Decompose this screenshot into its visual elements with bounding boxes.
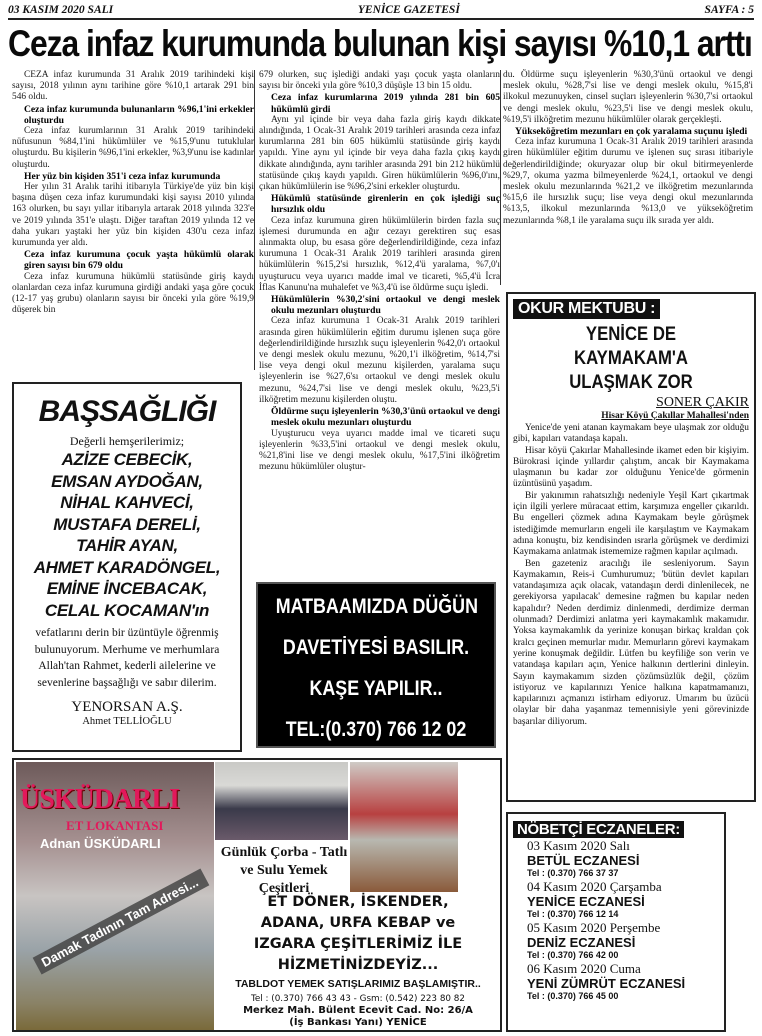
issue-date: 03 KASIM 2020 SALI bbox=[8, 4, 114, 16]
restaurant-brand: ÜSKÜDARLI bbox=[20, 784, 180, 815]
letter-title-line: ULAŞMAK ZOR bbox=[569, 372, 693, 393]
headline: Ceza infaz kurumunda bulunan kişi sayısı %10,1 arttı bbox=[8, 23, 752, 64]
print-ad-phone: TEL:(0.370) 766 12 02 bbox=[285, 718, 467, 741]
deceased-name: MUSTAFA DERELİ, bbox=[53, 514, 201, 534]
deceased-name: AZİZE CEBECİK, bbox=[61, 450, 193, 469]
restaurant-address bbox=[216, 1005, 500, 1029]
pharmacy-name: YENİ ZÜMRÜT ECZANESİ bbox=[527, 976, 686, 991]
print-ad-line: KAŞE YAPILIR.. bbox=[309, 677, 443, 700]
pharmacy-entry bbox=[513, 879, 719, 920]
pharmacy-date: 04 Kasım 2020 Çarşamba bbox=[527, 879, 662, 894]
article-column-2 bbox=[259, 70, 500, 473]
pharmacy-name: YENİCE ECZANESİ bbox=[527, 894, 645, 909]
condolence-body: vefatlarını derin bir üzüntüyle öğrenmiş bulunuyorum. Merhume ve merhumlara Allah'tan Rahmet, kederli ailelerine ve sevenlerine başsağlığı ve sabır dilerim. bbox=[34, 627, 220, 689]
condolence-person: Ahmet TELLİOĞLU bbox=[82, 716, 172, 727]
letter-title bbox=[527, 323, 735, 395]
deceased-name: EMSAN AYDOĞAN, bbox=[51, 471, 203, 491]
service-line: IZGARA ÇEŞİTLERİMİZ İLE bbox=[253, 936, 463, 952]
restaurant-phone: Tel : (0.370) 766 43 43 - Gsm: (0.542) 223 80 82 bbox=[250, 994, 465, 1004]
pharmacy-name: DENİZ ECZANESİ bbox=[527, 935, 636, 950]
article-paragraph: Her yılın 31 Aralık tarihi itibarıyla Türkiye'de yüz bin kişi başına düşen ceza infaz kurumundaki kişi sayısı 2010 yılında 163 olurken, bu sayı yıllar itibarıyla artarak 2018 yılında 323'e ve 2019 yılında 351'e ulaştı. Diğer taraftan 2019 yılında 12 ve daha yukarı yaştaki her yüz bin kişiden 430'u ceza infaz kurumunda yer aldı. bbox=[12, 182, 254, 249]
pharmacy-entry bbox=[513, 920, 719, 961]
letter-paragraph: Yenice'de yeni atanan kaymakam beye ulaşmak zor olduğu gibi, kapıları vatandaşa kapalı. bbox=[513, 423, 749, 445]
letter-paragraph: Bir yakınımın rahatsızlığı nedeniyle Yeşil Kart çıkartmak için ilgili yerlere müracaat ettim, karşımıza engeller çıkarıldı. Bu engelleri çözmek adına Kaymakam beyle görüşmek istediğimde memurların engeli ile karşılaştım ve Kaymakam adına konuştu, biz kendisinden ısrarla görüşmek ve derdimizi Kaymakama anlatmak istememize rağmen kapılar açılmadı. bbox=[513, 490, 749, 558]
print-ad-line: MATBAAMIZDA DÜĞÜN bbox=[275, 595, 478, 618]
column-divider bbox=[500, 70, 501, 285]
condolence-ad bbox=[12, 382, 242, 752]
article-subheading: Ceza infaz kurumlarına 2019 yılında 281 bin 605 hükümlü girdi bbox=[271, 92, 500, 115]
pharmacy-phone: Tel : (0.370) 766 37 37 bbox=[527, 868, 619, 878]
pharmacy-name: BETÜL ECZANESİ bbox=[527, 853, 640, 868]
pharmacy-entry bbox=[513, 838, 719, 879]
pharmacy-date: 03 Kasım 2020 Salı bbox=[527, 838, 630, 853]
pharmacy-date: 06 Kasım 2020 Cuma bbox=[527, 961, 641, 976]
pharmacy-entry bbox=[513, 961, 719, 1002]
letter-author: SONER ÇAKIR bbox=[656, 395, 749, 410]
article-paragraph: Ceza infaz kurumuna 1 Ocak-31 Aralık 2019 tarihleri arasında giren hükümlülerin eğitim durumu işlenen suça göre değerlendirildiğinde hırsızlık suçu işleyenlerin %42,0'ı ortaokul ve dengi meslek okulu mezunu, %20,1'i ilköğretim, %14,7'si lise veya dengi okul mezunu kişilerden, yaralama suçu işleyenlerin ise %27,6'sı ortaokul ve dengi meslek okulu mezunu, %24,7'si lise ve dengi meslek okulu, %23,5'i ilköğretim mezunu kişilerden oluştu. bbox=[259, 316, 500, 405]
article-paragraph: Aynı yıl içinde bir veya daha fazla giriş kaydı dikkate alındığında, 1 Ocak-31 Aralık 2019 tarihleri arasında ceza infaz kurumlarına 281 bin 605 hükümlü statüsünde giriş kaydı yapıldı. Yine aynı yıl içinde bir veya daha fazla çıkış kaydı dikkate alındığında, aynı tarihler arasında 291 bin 212 hükümlü statüsünde çıkış kaydı yapıldı. Giren hükümlülerin %96,0'ını, çıkan hükümlülerin ise %96,2'sini erkekler oluşturdu. bbox=[259, 114, 500, 193]
article-paragraph: Uyuşturucu veya uyarıcı madde imal ve ticareti suçu işleyenlerin %33,5'ini ortaokul ve dengi meslek okulu, %21,8'ini lise ve dengi meslek okulu, %17,5'ini ilköğretim mezunu hükümlüler oluştur- bbox=[259, 428, 500, 473]
letter-paragraph: Ben gazeteniz aracılığı ile sesleniyorum. Sayın Kaymakamın, Reis-i Cumhurumuz; 'bütün devlet kapıları vatandaşımıza açık olacak, vatandaşın derdi dinlenilecek, ne gerekiyorsa yapılacak' demesine rağmen bu kapılar neden kapalıdır? Neden derdimiz dinlenmedi, derdimize derman olunmadı? Derdimizi anlatma yeri kaymakamlık makamıdır. Yoksa kaymakamlık da yerinize konuşan birkaç kraldan çok kralcı geçinen memurlar mıdır. Memurların görevi kaymakam yerine konuşmak değildir. Lütfen bu keyfiliğe son verin ve vatandaşa kapıları açın, Yenice halkının dertlerini dinleyin. Sayın kaymakamım sizden çözümsüzlük değil, çözüm istiyoruz ve kapılarınızı Yenice halkına kapatmamanızı, kapılarınızı açmanızı istirham ediyoruz. Umarım bu üzücü olaylar bir daha yaşanmaz temennisiyle yeni görevinizde başarılar diliyorum. bbox=[513, 558, 749, 727]
article-column-3 bbox=[503, 70, 753, 227]
restaurant-storefront-photo bbox=[16, 762, 214, 1030]
restaurant-ad bbox=[12, 758, 502, 1032]
restaurant-staff-photo bbox=[350, 762, 458, 892]
letter-title-line: YENİCE DE KAYMAKAM'A bbox=[574, 324, 688, 369]
masthead bbox=[8, 2, 754, 20]
restaurant-brand-sub: ET LOKANTASI bbox=[66, 818, 164, 833]
reader-letter bbox=[506, 292, 756, 802]
article-paragraph: du. Öldürme suçu işleyenlerin %30,3'ünü ortaokul ve dengi meslek okulu, %28,7'si lise ve dengi meslek okulu, %15,8'i ilkokul mezunuyken, cinsel suçları işleyenlerin %30,7'si ortaokul ve dengi meslek okulu, %23,5'i lise ve dengi meslek okulu, %19,5'i ilköğretim mezunu hükümlüler olarak gerçekleşti. bbox=[503, 70, 753, 125]
deceased-name: CELAL KOCAMAN'ın bbox=[44, 600, 210, 620]
restaurant-slogan: Damak Tadının Tam Adresi... bbox=[33, 869, 210, 975]
deceased-name: EMİNE İNCEBACAK, bbox=[46, 579, 208, 598]
deceased-name: AHMET KARADÖNGEL, bbox=[33, 557, 221, 577]
restaurant-daily-menu: Günlük Çorba - Tatlı ve Sulu Yemek Çeşitleri bbox=[220, 845, 348, 896]
deceased-name: TAHİR AYAN, bbox=[76, 536, 178, 555]
print-shop-ad bbox=[256, 582, 496, 748]
article-paragraph: 679 olurken, suç işlediği andaki yaşı çocuk yaşta olanların sayısı bir önceki yıla göre %10,3 düşüşle 13 bin 15 oldu. bbox=[259, 70, 500, 92]
article-paragraph: Ceza infaz kurumuna hükümlü statüsünde giriş kaydı olanlardan ceza infaz kurumuna girdiği andaki yaşa göre çocuk (12-17 yaş grubu) olanların sayısı bir önceki yıla göre %19,9 düşerek bin bbox=[12, 271, 254, 316]
article-paragraph: Ceza infaz kurumuna 1 Ocak-31 Aralık 2019 tarihleri arasında giren hükümlüler eğitim durumu ve işlenen suç sırası itibariyle değerlendirildiğinde; okuryazar olup bir okul bitirmeyenlerde %29,7, okuma yazma bilmeyenlerde %24,1, ortaokul ve dengi meslek okulu mezunlarında %21,2 ve ilköğretim mezunlarında %15,6 ile hırsızlık suçu; lise veya dengi okul mezunlarında %13,5, ilkokul mezunlarında %13,0 ve yükseköğretim mezunlarında %8,1 ile yaralama suçu ilk sırada yer aldı. bbox=[503, 137, 753, 226]
article-paragraph: Ceza infaz kurumuna giren hükümlülerin birden fazla suç işlemesi durumunda en ağır cezayı gerektiren suç esas alınmakta olup, bu esasa göre değerlendirildiğinde, ceza infaz kurumuna 1 Ocak-31 Aralık 2019 tarihleri arasında giren hükümlülerin %15,2'si hırsızlık, %12,4'ü yaralama, %7,0'ı uyuşturucu veya uyarıcı madde imal ve ticareti, %5,4'ü İcra İflas Kanunu'na muhalefet ve %3,4'ü ise öldürme suçu işledi. bbox=[259, 215, 500, 293]
letter-author-location: Hisar Köyü Çakıllar Mahallesi'nden bbox=[601, 411, 749, 421]
restaurant-tabldot: TABLDOT YEMEK SATIŞLARIMIZ BAŞLAMIŞTIR.. bbox=[235, 978, 481, 990]
service-line: HİZMETİNİZDEYİZ... bbox=[277, 957, 439, 973]
pharmacy-date: 05 Kasım 2020 Perşembe bbox=[527, 920, 661, 935]
column-divider bbox=[254, 70, 255, 370]
service-line: ET DÖNER, İSKENDER, bbox=[267, 894, 449, 910]
article-subheading: Hükümlü statüsünde girenlerin en çok işlediği suç hırsızlık oldu bbox=[271, 193, 500, 216]
pharmacy-phone: Tel : (0.370) 766 42 00 bbox=[527, 950, 619, 960]
print-ad-line: DAVETİYESİ BASILIR. bbox=[282, 636, 470, 659]
article-subheading: Öldürme suçu işleyenlerin %30,3'ünü ortaokul ve dengi meslek okulu mezunları oluşturdu bbox=[271, 406, 500, 429]
restaurant-dining-photo bbox=[215, 762, 348, 840]
condolence-greeting: Değerli hemşerilerimiz; bbox=[69, 434, 185, 448]
restaurant-services bbox=[216, 892, 500, 976]
pharmacies-tag: NÖBETÇİ ECZANELER: bbox=[513, 821, 684, 838]
address-line: (İş Bankası Yanı) YENİCE bbox=[289, 1017, 427, 1028]
condolence-names bbox=[14, 449, 240, 621]
pharmacy-phone: Tel : (0.370) 766 12 14 bbox=[527, 909, 619, 919]
article-paragraph: Ceza infaz kurumlarının 31 Aralık 2019 tarihindeki nüfusunun %84,1'ini hükümlüler ve %15,9'unu tutuklular oluşturdu. Bu kişilerin %96,1'ini erkekler, %3,9'unu ise kadınlar oluşturdu. bbox=[12, 126, 254, 170]
deceased-name: NİHAL KAHVECİ, bbox=[60, 493, 194, 512]
address-line: Merkez Mah. Bülent Ecevit Cad. No: 26/A bbox=[243, 1005, 473, 1016]
article-column-1 bbox=[12, 70, 254, 316]
service-line: ADANA, URFA KEBAP ve bbox=[260, 915, 456, 931]
letter-tag: OKUR MEKTUBU : bbox=[513, 299, 660, 319]
article-subheading: Ceza infaz kurumuna çocuk yaşta hükümlü olarak giren sayısı bin 679 oldu bbox=[24, 249, 254, 272]
article-subheading: Her yüz bin kişiden 351'i ceza infaz kurumunda bbox=[24, 170, 221, 182]
letter-body bbox=[513, 423, 749, 728]
restaurant-owner: Adnan ÜSKÜDARLI bbox=[40, 836, 161, 851]
article-subheading: Yükseköğretim mezunları en çok yaralama suçunu işledi bbox=[515, 126, 748, 138]
condolence-company: YENORSAN A.Ş. bbox=[71, 699, 183, 715]
page-number: SAYFA : 5 bbox=[704, 4, 754, 16]
article-paragraph: CEZA infaz kurumunda 31 Aralık 2019 tarihindeki kişi sayısı, 2018 yılının aynı tarihine göre %10,1 artarak 291 bin 546 oldu. bbox=[12, 70, 254, 103]
condolence-title: BAŞSAĞLIĞI bbox=[38, 395, 216, 428]
article-subheading: Hükümlülerin %30,2'sini ortaokul ve dengi meslek okulu mezunları oluşturdu bbox=[271, 294, 500, 317]
article-subheading: Ceza infaz kurumunda bulunanların %96,1'ini erkekler oluşturdu bbox=[24, 103, 254, 126]
letter-paragraph: Hisar köyü Çakırlar Mahallesinde ikamet eden bir kişiyim. Bürokrasi içinde yıllardır çalıştım, ancak bir Kaymakama ulaşmanın bu kadar zor olduğunu Yenice'de görmenin üzüntüsünü yaşadım. bbox=[513, 445, 749, 490]
on-duty-pharmacies bbox=[506, 812, 726, 1032]
pharmacy-phone: Tel : (0.370) 766 45 00 bbox=[527, 991, 619, 1001]
paper-name: YENİCE GAZETESİ bbox=[357, 4, 460, 16]
